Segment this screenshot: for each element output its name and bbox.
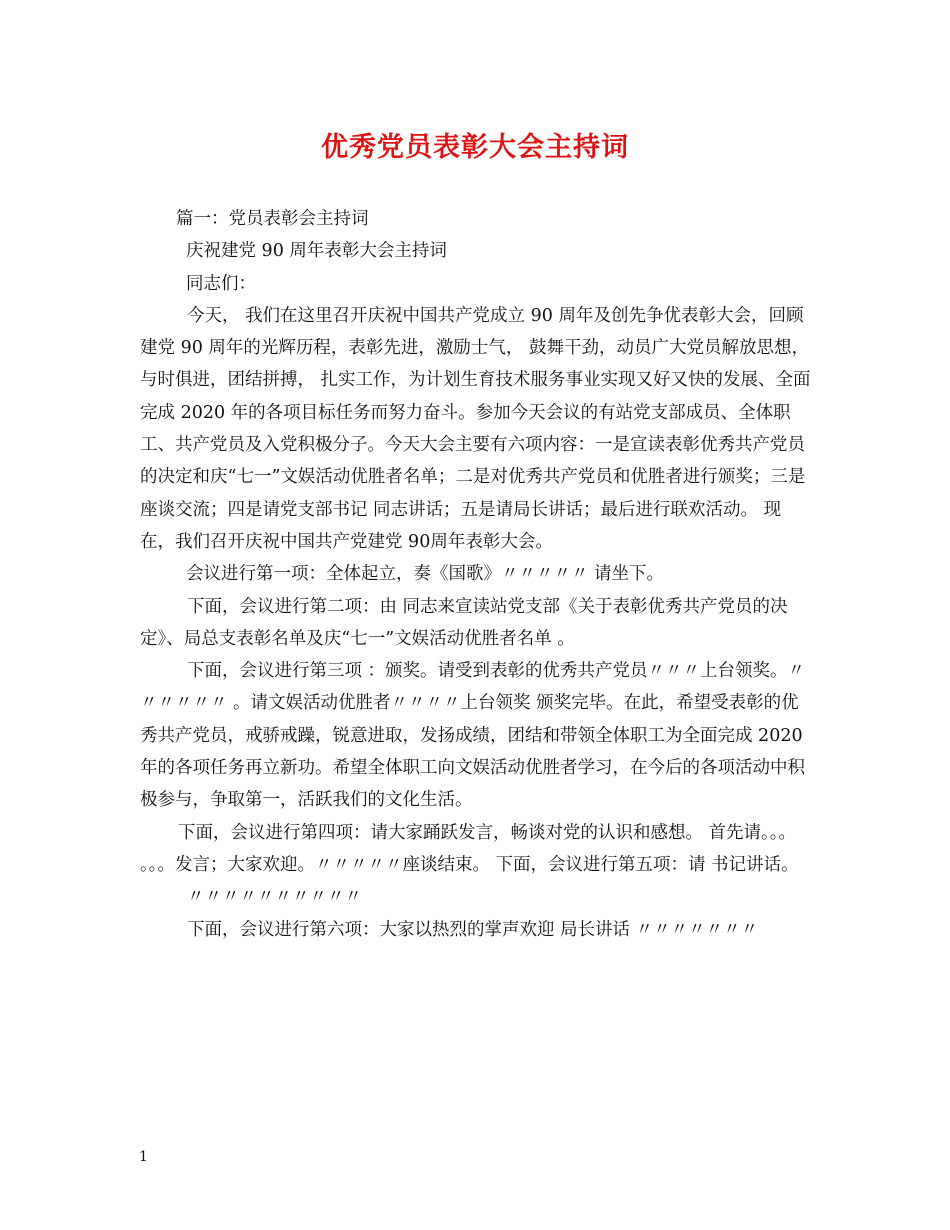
agenda-item-2-paragraph: 下面，会议进行第二项：由 同志来宣读站党支部《关于表彰优秀共产党员的决定》、局总支表彰名单及庆“七一”文娱活动优胜者名单 。	[140, 596, 788, 649]
agenda-item-6-paragraph: 下面，会议进行第六项：大家以热烈的掌声欢迎 局长讲话 〃〃〃〃〃〃〃	[187, 919, 759, 940]
agenda-item-3-paragraph: 下面，会议进行第三项 ：颁奖。请受到表彰的优秀共产党员〃〃〃上台领奖。〃〃〃〃〃〃 。请文娱活动优胜者〃〃〃〃上台领奖 颁奖完毕。在此，希望受表彰的优秀共产党员，戒骄戒躁，锐意进取，发扬成绩，团结和带领全体职工为全面完成 2020 年的各项任务再立新功。希望全体职工向文娱活动优胜者学习，在今后的各项活动中积极参与，争取第一，活跃我们的文化生活。	[140, 661, 806, 811]
subtitle-paragraph: 庆祝建党 90 周年表彰大会主持词	[186, 241, 447, 262]
opening-paragraph: 今天， 我们在这里召开庆祝中国共产党成立 90 周年及创先争优表彰大会，回顾建党 90 周年的光辉历程，表彰先进，激励士气， 鼓舞干劲，动员广大党员解放思想，与时俱进，团结拼搏， 扎实工作，为计划生育技术服务事业实现又好又快的发展、全面完成 2020 年的各项目标任务而努力奋斗。参加今天会议的有站党支部成员、全体职工、共产党员及入党积极分子。今天大会主要有六项内容：一是宣读表彰优秀共产党员的决定和庆“七一”文娱活动优胜者名单；二是对优秀共产党员和优胜者进行颁奖；三是座谈交流；四是请党支部书记 同志讲话；五是请局长讲话；最后进行联欢活动。 现在，我们召开庆祝中国共产党建党 90周年表彰大会。	[140, 305, 811, 552]
page-title: 优秀党员表彰大会主持词	[321, 132, 629, 163]
agenda-item-1-paragraph: 会议进行第一项：全体起立，奏《国歌》〃〃〃〃〃 请坐下。	[186, 564, 665, 585]
document-body	[140, 203, 812, 946]
page-number: 1	[139, 1149, 148, 1165]
ditto-marks-paragraph: 〃〃〃〃〃〃〃〃〃〃	[187, 887, 362, 908]
section-heading: 篇一：党员表彰会主持词	[176, 209, 369, 229]
salutation-paragraph: 同志们：	[186, 273, 256, 294]
agenda-item-4-paragraph: 下面，会议进行第四项：请大家踊跃发言，畅谈对党的认识和感想。 首先请。。。 。。。发言；大家欢迎。〃〃〃〃〃座谈结束。 下面，会议进行第五项：请 书记讲话。	[140, 822, 799, 875]
